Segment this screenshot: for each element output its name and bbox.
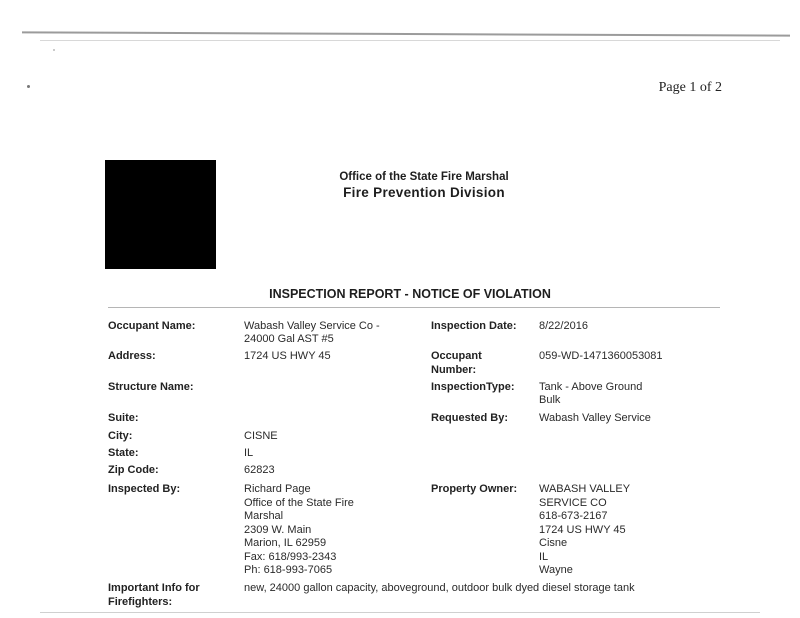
inspected-by-line: Office of the State Fire (244, 496, 354, 509)
property-owner-label: Property Owner: (431, 483, 518, 495)
page-number: Page 1 of 2 (658, 80, 722, 95)
inspected-by-line: 2309 W. Main (244, 523, 312, 536)
scan-speck (27, 85, 30, 88)
inspected-by-line: Ph: 618-993-7065 (244, 564, 333, 576)
scan-artifact-line (40, 40, 780, 41)
inspection-type-label: InspectionType: (431, 381, 515, 393)
requested-by-value: Wabash Valley Service (539, 412, 651, 424)
redacted-logo (105, 160, 216, 269)
property-owner-line: Cisne (539, 537, 568, 549)
occupant-name-line-2: 24000 Gal AST #5 (244, 333, 334, 345)
office-name: Office of the State Fire Marshal (339, 171, 509, 183)
inspected-by-line: Fax: 618/993-2343 (244, 550, 337, 563)
address-value: 1724 US HWY 45 (244, 350, 331, 362)
address-label: Address: (108, 350, 156, 362)
inspected-by-line: Marion, IL 62959 (244, 537, 327, 549)
page-bottom-divider (40, 612, 760, 613)
property-owner-line: SERVICE CO (539, 496, 607, 509)
property-owner-line: Wayne (539, 564, 573, 576)
inspected-by-label: Inspected By: (108, 483, 181, 495)
important-info-value: new, 24000 gallon capacity, aboveground, outdoor bulk dyed diesel storage tank (244, 582, 635, 594)
zip-code-value: 62823 (244, 464, 275, 476)
property-owner-line: WABASH VALLEY (539, 483, 631, 495)
state-label: State: (108, 447, 139, 459)
important-info-label-line-2: Firefighters: (108, 595, 173, 608)
scan-speck (53, 49, 55, 51)
inspection-date-label: Inspection Date: (431, 320, 517, 332)
important-info-label-line-1: Important Info for (108, 582, 200, 594)
inspection-type-line-2: Bulk (539, 394, 561, 406)
report-title: INSPECTION REPORT - NOTICE OF VIOLATION (269, 287, 551, 301)
occupant-name-label: Occupant Name: (108, 320, 196, 332)
inspection-type-line-1: Tank - Above Ground (539, 381, 643, 393)
city-value: CISNE (244, 430, 278, 442)
division-name: Fire Prevention Division (343, 185, 505, 200)
scan-artifact-line (22, 31, 790, 36)
inspected-by-line: Marshal (244, 510, 284, 522)
occupant-number-label-line-1: Occupant (431, 350, 482, 362)
inspection-date-value: 8/22/2016 (539, 320, 588, 332)
city-label: City: (108, 430, 133, 442)
state-value: IL (244, 447, 254, 459)
property-owner-line: IL (539, 550, 549, 563)
property-owner-line: 618-673-2167 (539, 510, 608, 522)
zip-code-label: Zip Code: (108, 464, 159, 476)
title-divider (108, 307, 720, 308)
inspected-by-line: Richard Page (244, 483, 311, 495)
requested-by-label: Requested By: (431, 412, 509, 424)
structure-name-label: Structure Name: (108, 381, 194, 393)
occupant-number-label-line-2: Number: (431, 364, 477, 376)
property-owner-line: 1724 US HWY 45 (539, 523, 626, 536)
suite-label: Suite: (108, 412, 139, 424)
occupant-number-value: 059-WD-1471360053081 (539, 350, 663, 362)
occupant-name-line-1: Wabash Valley Service Co - (244, 320, 380, 332)
